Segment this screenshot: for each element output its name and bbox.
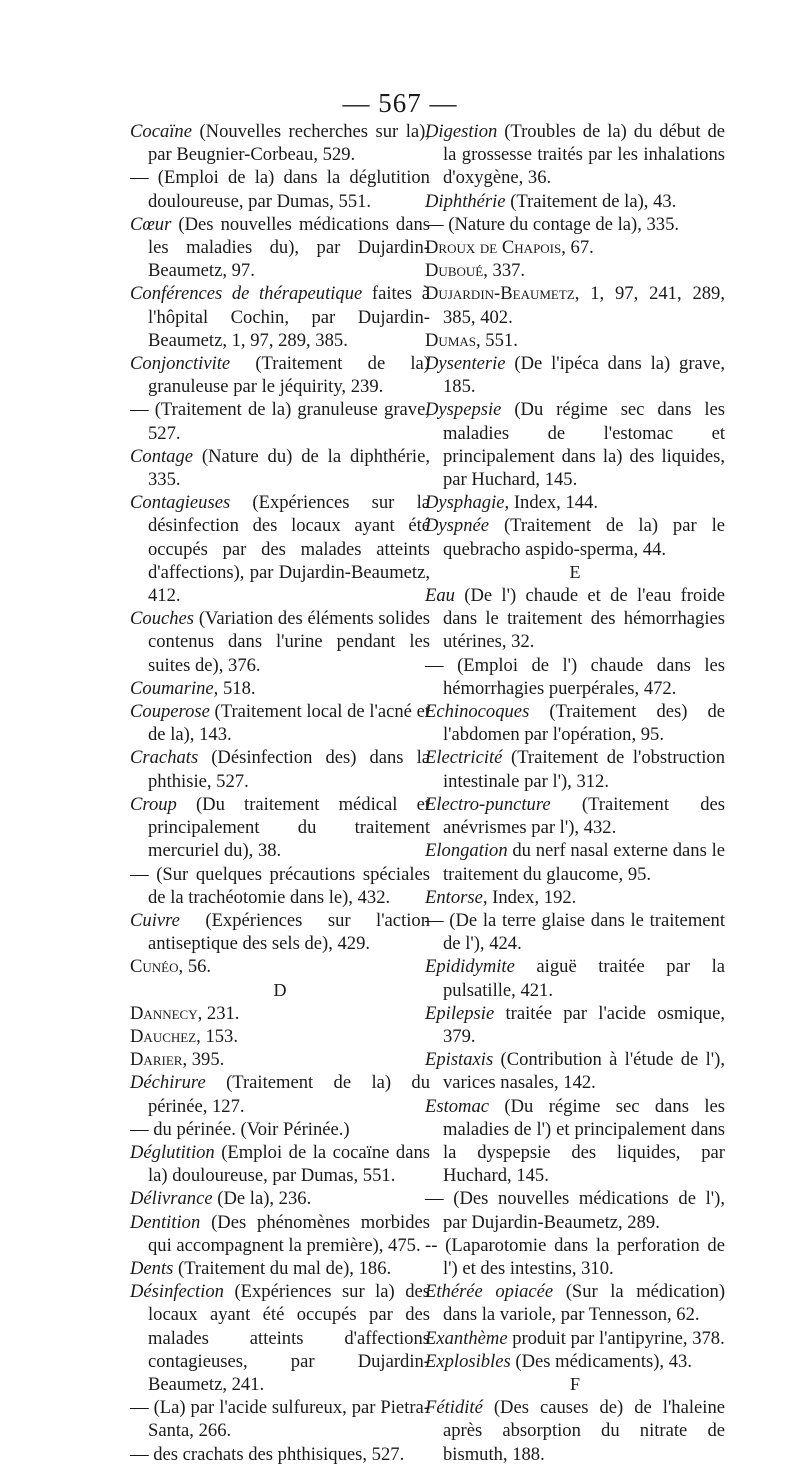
entry-text: , 395. <box>182 1049 225 1071</box>
index-entry <box>130 700 430 746</box>
entry-text: (Sur la médication) dans la variole, par Tennesson, 62. <box>443 1281 726 1326</box>
index-entry <box>425 329 725 352</box>
entry-text: , 337. <box>483 260 526 282</box>
entry-text: , 153. <box>196 1025 238 1047</box>
entry-text: (De l'ipéca dans la) grave, 185. <box>443 353 725 398</box>
entry-text: (Expériences sur la désinfection des locaux ayant été occupés par des malades atteints d'affections), par Dujardin-Beaumetz, 412. <box>148 492 430 607</box>
entry-text: (Contribution à l'étude de l'), varices nasales, 142. <box>443 1049 725 1094</box>
entry-heading: — <box>425 1188 454 1210</box>
entry-heading: Estomac <box>425 1095 490 1117</box>
entry-text: du périnée. (Voir Périnée.) <box>153 1118 350 1140</box>
entry-heading: Couperose <box>130 701 210 723</box>
entry-text: , 1, 97, 241, 289, 385, 402. <box>443 283 725 328</box>
index-entry <box>130 166 430 212</box>
entry-heading: Dents <box>130 1257 174 1279</box>
entry-heading: Dysenterie <box>425 353 506 375</box>
section-letter: E <box>569 561 581 582</box>
entry-text: (Du régime sec dans les maladies de l') et principalement dans la dyspepsie des liquides, par Huchard, 145. <box>443 1095 725 1187</box>
entry-text: (De la), 236. <box>212 1188 312 1210</box>
entry-text: (Traitement de la) granuleuse grave, 527. <box>148 399 430 444</box>
entry-heading: Dentition <box>130 1211 201 1233</box>
entry-heading: Désinfection <box>130 1281 224 1303</box>
entry-text: (Des causes de) de l'haleine après absorption du nitrate de bismuth, 188. <box>443 1397 725 1465</box>
entry-text: (Traitement de la) granuleuse par le jéquirity, 239. <box>148 353 430 398</box>
index-entry <box>425 213 725 236</box>
entry-text: , 67. <box>561 237 594 259</box>
index-entry <box>130 398 430 444</box>
index-entry <box>425 236 725 259</box>
entry-text: (Des phénomènes morbides qui accompagnent la première), 475. <box>148 1211 430 1256</box>
index-entry <box>425 1048 725 1094</box>
entry-heading: Epilepsie <box>425 1002 495 1024</box>
index-entry <box>425 1396 725 1466</box>
index-entry <box>425 190 725 213</box>
entry-heading: Darier <box>130 1049 183 1071</box>
entry-text: (Traitement du mal de), 186. <box>173 1257 392 1279</box>
entry-text: (Troubles de la) du début de la grossesse traités par les inhalations d'oxygène, 36. <box>443 121 725 189</box>
entry-text: (Des nouvelles médications dans les maladies du), par Dujardin-Beaumetz, 97. <box>148 213 430 282</box>
index-entry <box>130 1396 430 1442</box>
index-entry <box>425 1280 725 1326</box>
index-entry <box>130 607 430 677</box>
entry-text: aiguë traitée par la pulsatille, 421. <box>443 956 725 1001</box>
entry-heading: Fétidité <box>425 1397 483 1419</box>
index-entry <box>425 746 725 792</box>
index-entry <box>130 120 430 166</box>
index-entry <box>425 259 725 282</box>
index-entry <box>130 955 430 978</box>
index-entry <box>425 1095 725 1188</box>
entry-heading: Elongation <box>425 840 508 862</box>
index-entry <box>425 909 725 955</box>
entry-heading: — <box>130 863 157 885</box>
entry-heading: Dauchez <box>130 1025 197 1047</box>
entry-heading: Explosibles <box>425 1350 511 1372</box>
index-entry <box>130 445 430 491</box>
entry-text: (Traitement des) de l'abdomen par l'opération, 95. <box>443 701 725 746</box>
entry-heading: Droux de Chapois <box>425 237 562 259</box>
entry-text: , 551. <box>476 329 518 351</box>
entry-heading: Dannecy <box>130 1002 198 1024</box>
entry-heading: Ethérée opiacée <box>425 1281 554 1303</box>
index-entry <box>425 1327 725 1350</box>
entry-heading: Dysphagie <box>425 492 505 514</box>
entry-heading: Contagieuses <box>130 492 231 514</box>
entry-text: (Du régime sec dans les maladies de l'estomac et principalement dans la) des liquides, par Huchard, 145. <box>443 399 725 491</box>
entry-heading: Diphthérie <box>425 190 506 212</box>
entry-text: (De l') chaude et de l'eau froide dans le traitement des hémorrhagies utérines, 32. <box>443 585 725 653</box>
entry-text: , 518. <box>213 677 256 699</box>
index-entry <box>425 352 725 398</box>
entry-text: , Index, 192. <box>482 886 577 908</box>
entry-heading: Cunéo <box>130 956 179 978</box>
index-entry <box>130 1002 430 1025</box>
index-entry <box>425 491 725 514</box>
index-entry <box>130 1257 430 1280</box>
index-entry <box>130 1280 430 1396</box>
index-entry <box>425 793 725 839</box>
index-entry <box>425 839 725 885</box>
right-column <box>425 120 725 1466</box>
entry-heading: Déglutition <box>130 1141 215 1163</box>
entry-text: (Traitement de la) du périnée, 127. <box>148 1072 430 1117</box>
entry-text: (Désinfection des) dans la phthisie, 527. <box>148 747 430 792</box>
entry-text: (Des nouvelles médications de l'), par Dujardin-Beaumetz, 289. <box>443 1188 725 1233</box>
entry-heading: Coumarine <box>130 677 214 699</box>
entry-heading: Contage <box>130 445 194 467</box>
index-entry <box>130 1071 430 1117</box>
entry-text: , 56. <box>178 956 212 978</box>
entry-heading: — <box>425 654 458 676</box>
entry-heading: Entorse <box>425 886 483 908</box>
entry-heading: Digestion <box>425 121 498 142</box>
entry-text: des crachats des phthisiques, 527. <box>153 1443 405 1465</box>
entry-text: , 231. <box>197 1002 240 1024</box>
entry-heading: Dujardin-Beaumetz <box>425 283 575 305</box>
entry-heading: Conférences de thérapeutique <box>130 283 363 305</box>
entry-heading: Conjonctivite <box>130 353 231 375</box>
index-entry <box>425 955 725 1001</box>
entry-heading: Dyspnée <box>425 515 490 537</box>
entry-heading: — <box>130 1118 154 1140</box>
entry-heading: Epididymite <box>425 956 515 978</box>
index-entry <box>130 1025 430 1048</box>
entry-heading: Electricité <box>425 747 503 769</box>
section-letter: F <box>569 1373 580 1394</box>
index-entry <box>425 1350 725 1373</box>
entry-text: traitée par l'acide osmique, 379. <box>443 1002 725 1047</box>
entry-heading: — <box>130 167 158 189</box>
entry-heading: Eau <box>425 585 455 607</box>
index-entry <box>130 1048 430 1071</box>
entry-text: (Sur quelques précautions spéciales de la trachéotomie dans le), 432. <box>148 863 430 908</box>
entry-heading: Couches <box>130 608 195 630</box>
index-entry <box>425 398 725 491</box>
index-entry <box>130 282 430 352</box>
entry-text: (Emploi de l') chaude dans les hémorrhagies puerpérales, 472. <box>443 654 725 699</box>
entry-text: , Index, 144. <box>504 492 598 514</box>
entry-text: (Traitement de la), 43. <box>505 190 677 212</box>
entry-heading: Cuivre <box>130 909 180 931</box>
index-entry <box>130 1187 430 1210</box>
index-entry <box>425 700 725 746</box>
entry-heading: — <box>425 213 449 235</box>
index-entry <box>425 1002 725 1048</box>
index-entry <box>425 1187 725 1233</box>
entry-heading: Délivrance <box>130 1188 213 1210</box>
entry-text: produit par l'antipyrine, 378. <box>507 1327 725 1349</box>
left-column <box>130 120 430 1466</box>
entry-heading: — <box>130 1397 154 1419</box>
index-entry <box>130 491 430 607</box>
entry-text: (Laparotomie dans la perforation de l') et des intestins, 310. <box>443 1234 725 1279</box>
entry-text: du nerf nasal externe dans le traitement du glaucome, 95. <box>443 840 725 885</box>
index-entry <box>130 746 430 792</box>
index-entry <box>425 654 725 700</box>
index-entry <box>130 1141 430 1187</box>
entry-text: (Variation des éléments solides contenus dans l'urine pendant les suites de), 376. <box>148 608 430 676</box>
entry-text: (Nature du contage de la), 335. <box>448 213 680 235</box>
entry-text: (Du traitement médical et principalement du traitement mercuriel du), 38. <box>148 793 430 862</box>
index-entry <box>425 886 725 909</box>
index-entry <box>130 1211 430 1257</box>
entry-text: (Emploi de la) dans la déglutition douloureuse, par Dumas, 551. <box>148 167 430 212</box>
entry-heading: — <box>130 399 155 421</box>
entry-text: (Nature du) de la diphthérie, 335. <box>148 445 430 491</box>
entry-heading: Cœur <box>130 213 172 235</box>
entry-heading: -- <box>425 1234 446 1256</box>
entry-heading: Exanthème <box>425 1327 508 1349</box>
entry-text: (La) par l'acide sulfureux, par Pietra-Santa, 266. <box>148 1397 430 1442</box>
entry-text: (Nouvelles recherches sur la), par Beugnier-Corbeau, 529. <box>148 121 430 166</box>
entry-text: faites à l'hôpital Cochin, par Dujardin-Beaumetz, 1, 97, 289, 385. <box>148 283 430 351</box>
entry-heading: Electro-puncture <box>425 793 551 815</box>
entry-heading: Dumas <box>425 329 476 351</box>
entry-heading: Croup <box>130 793 177 815</box>
index-entry <box>130 1443 430 1466</box>
index-entry <box>130 1118 430 1141</box>
index-entry <box>425 282 725 328</box>
entry-text: (Traitement de la) par le quebracho aspido-sperma, 44. <box>443 515 725 560</box>
index-entry <box>425 1234 725 1280</box>
entry-heading: — <box>425 909 450 931</box>
section-letter: D <box>273 979 287 1000</box>
entry-text: (Traitement de l'obstruction intestinale par l'), 312. <box>443 747 725 792</box>
entry-heading: Echinocoques <box>425 701 530 723</box>
entry-heading: Crachats <box>130 747 199 769</box>
index-entry <box>130 677 430 700</box>
entry-text: (Des médicaments), 43. <box>510 1350 692 1372</box>
entry-text: (Traitement local de l'acné et de la), 143. <box>148 701 430 746</box>
entry-heading: Epistaxis <box>425 1049 494 1071</box>
index-entry <box>130 863 430 909</box>
entry-heading: Déchirure <box>130 1072 206 1094</box>
index-entry <box>130 213 430 283</box>
entry-text: (Emploi de la cocaïne dans la) douloureuse, par Dumas, 551. <box>148 1141 430 1187</box>
entry-text: (Expériences sur l'action antiseptique des sels de), 429. <box>148 909 430 955</box>
entry-heading: Dyspepsie <box>425 399 502 421</box>
entry-heading: Duboué <box>425 260 484 282</box>
index-entry <box>425 584 725 654</box>
entry-text: (De la terre glaise dans le traitement de l'), 424. <box>443 909 725 955</box>
entry-heading: — <box>130 1443 154 1465</box>
index-entry <box>425 514 725 560</box>
index-entry <box>425 120 725 190</box>
entry-heading: Cocaïne <box>130 121 192 142</box>
entry-text: (Expériences sur la) des locaux ayant été occupés par des malades atteints d'affections contagieuses, par Dujardin-Beaumetz, 241. <box>148 1281 430 1395</box>
index-entry <box>130 909 430 955</box>
index-entry <box>130 352 430 398</box>
entry-text: (Traitement des anévrismes par l'), 432. <box>443 793 725 839</box>
index-entry <box>130 793 430 863</box>
page-number: — 567 — <box>342 88 458 118</box>
